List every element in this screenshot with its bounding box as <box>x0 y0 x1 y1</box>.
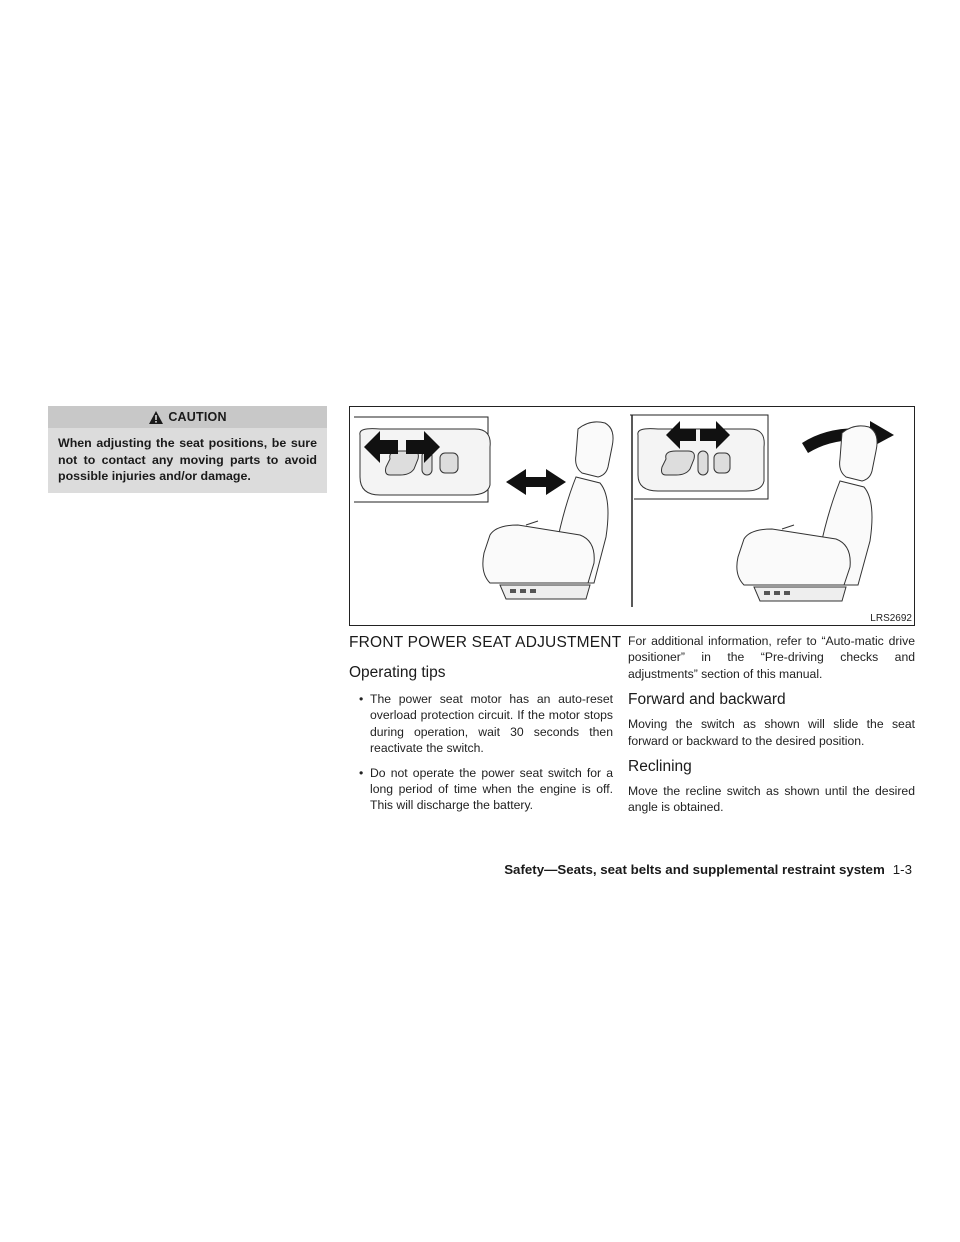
list-item: • Do not operate the power seat switch for a long period of time when the engine is off. This will discharge the battery. <box>359 765 613 814</box>
operating-tips-heading: Operating tips <box>349 664 446 681</box>
chapter-title: Safety—Seats, seat belts and supplemental restraint system <box>504 862 885 877</box>
page-number: 1-3 <box>892 862 912 877</box>
caution-heading: CAUTION <box>168 410 227 424</box>
seat-slide-drawing <box>483 422 613 599</box>
left-column <box>349 633 622 822</box>
recline-switch-inset <box>630 415 768 499</box>
caution-text: When adjusting the seat positions, be sure not to contact any moving parts to avoid possible injuries and/or damage. <box>58 436 317 483</box>
caution-header <box>48 406 327 428</box>
caution-box <box>48 406 327 493</box>
forward-backward-text: Moving the switch as shown will slide the seat forward or backward to the desired position. <box>628 717 915 748</box>
page-footer <box>504 862 912 877</box>
reclining-text: Move the recline switch as shown until the desired angle is obtained. <box>628 784 915 815</box>
figure-code: LRS2692 <box>870 613 912 624</box>
warning-triangle-icon <box>148 410 164 425</box>
seat-adjustment-figure <box>349 406 915 626</box>
right-column <box>628 633 915 824</box>
forward-backward-heading: Forward and backward <box>628 691 786 709</box>
additional-info-text: For additional information, refer to “Auto-matic drive positioner” in the “Pre-driving checks and adjustments” section of this manual. <box>628 634 915 681</box>
slide-switch-inset <box>354 417 490 502</box>
section-title: FRONT POWER SEAT ADJUSTMENT <box>349 634 622 651</box>
list-item: • The power seat motor has an auto-reset overload protection circuit. If the motor stops during operation, wait 30 seconds then reactivate the switch. <box>359 691 613 757</box>
operating-tips-list <box>349 691 613 814</box>
seat-illustration <box>350 407 916 627</box>
reclining-heading: Reclining <box>628 758 692 776</box>
